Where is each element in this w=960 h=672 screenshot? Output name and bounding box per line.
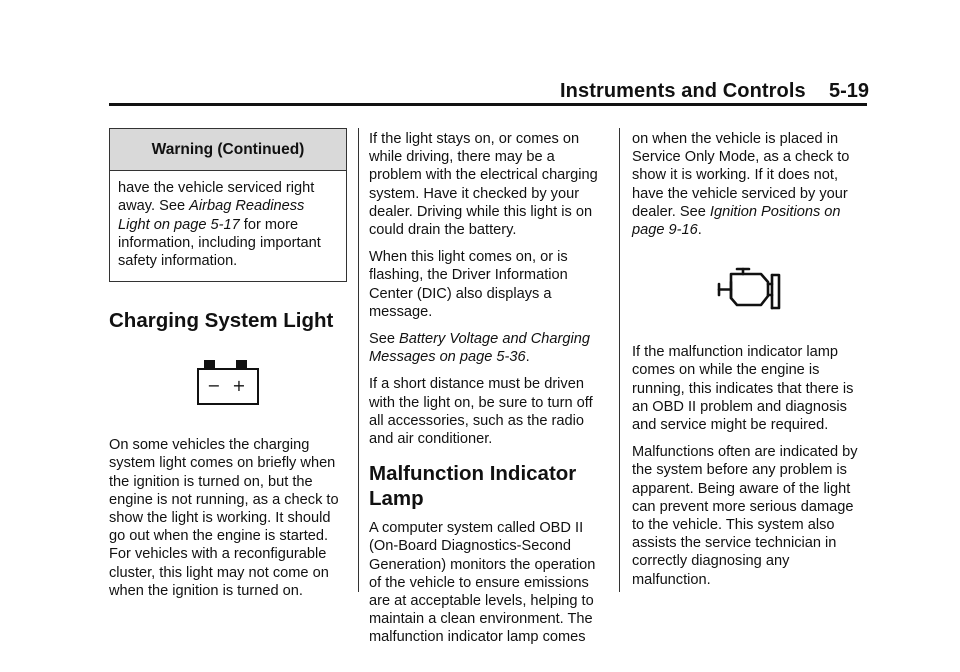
column-2 [369, 130, 606, 656]
paragraph [632, 130, 869, 239]
warning-box [109, 128, 347, 282]
paragraph: On some vehicles the charging system light comes on briefly when the ignition is turned on, but the engine is not running, as a check to show the light is working. It should go out when the engine is started. For vehicles with a reconfigurable cluster, this light may not come on when the ignition is turned on. [109, 437, 339, 599]
page-number: 5-19 [829, 80, 870, 102]
cross-reference: Airbag Readiness Light on page 5-17 [118, 198, 305, 233]
paragraph: If the light stays on, or comes on while driving, there may be a problem with the electrical charging system. Have it checked by your dealer. Driving while this light is on could drain the battery. [369, 131, 598, 239]
column-divider [619, 128, 620, 592]
paragraph: If the malfunction indicator lamp comes on while the engine is running, this indicates that there is an OBD II problem and diagnosis and service might be required. [632, 344, 854, 434]
battery-plus: + [232, 376, 246, 396]
paragraph: A computer system called OBD II (On-Board Diagnostics-Second Generation) monitors the operation of the vehicle to ensure emissions are at acceptable levels, helping to maintain a clean environment. The malfunction indicator lamp comes [369, 520, 596, 646]
paragraph: If a short distance must be driven with the light on, be sure to turn off all accessories, such as the radio and air conditioner. [369, 376, 593, 448]
paragraph: Malfunctions often are indicated by the system before any problem is apparent. Being aware of the light can prevent more serious damage to the vehicle. This system also assists the service technician in correctly diagnosing any malfunction. [632, 444, 858, 588]
battery-minus: − [207, 376, 221, 396]
cross-reference: Ignition Positions on page 9-16 [632, 203, 841, 239]
column-3 [632, 130, 869, 598]
battery-icon [196, 360, 260, 406]
section-heading: Charging System Light [109, 309, 334, 333]
column-divider [358, 128, 359, 592]
text: See [369, 331, 400, 348]
text: . [697, 222, 702, 239]
warning-text [110, 171, 346, 281]
paragraph [369, 330, 606, 366]
text: on when the vehicle is placed in Service Only Mode, as a check to show it is working. If it does not, have the vehicle serviced by your dealer. See [632, 131, 850, 220]
column-1 [109, 128, 346, 609]
check-engine-icon [715, 265, 787, 313]
text: . [525, 349, 530, 366]
warning-text-end: for more information, including important safety information. [118, 216, 321, 270]
warning-title: Warning (Continued) [110, 129, 346, 171]
cross-reference: Battery Voltage and Charging Messages on page 5-36 [369, 331, 590, 366]
warning-text-start: have the vehicle serviced right away. See [118, 180, 315, 215]
section-title: Instruments and Controls [560, 80, 806, 102]
paragraph: When this light comes on, or is flashing, the Driver Information Center (DIC) also displays a message. [369, 249, 568, 320]
section-heading: Malfunction Indicator Lamp [369, 462, 577, 511]
header-divider [109, 103, 867, 106]
